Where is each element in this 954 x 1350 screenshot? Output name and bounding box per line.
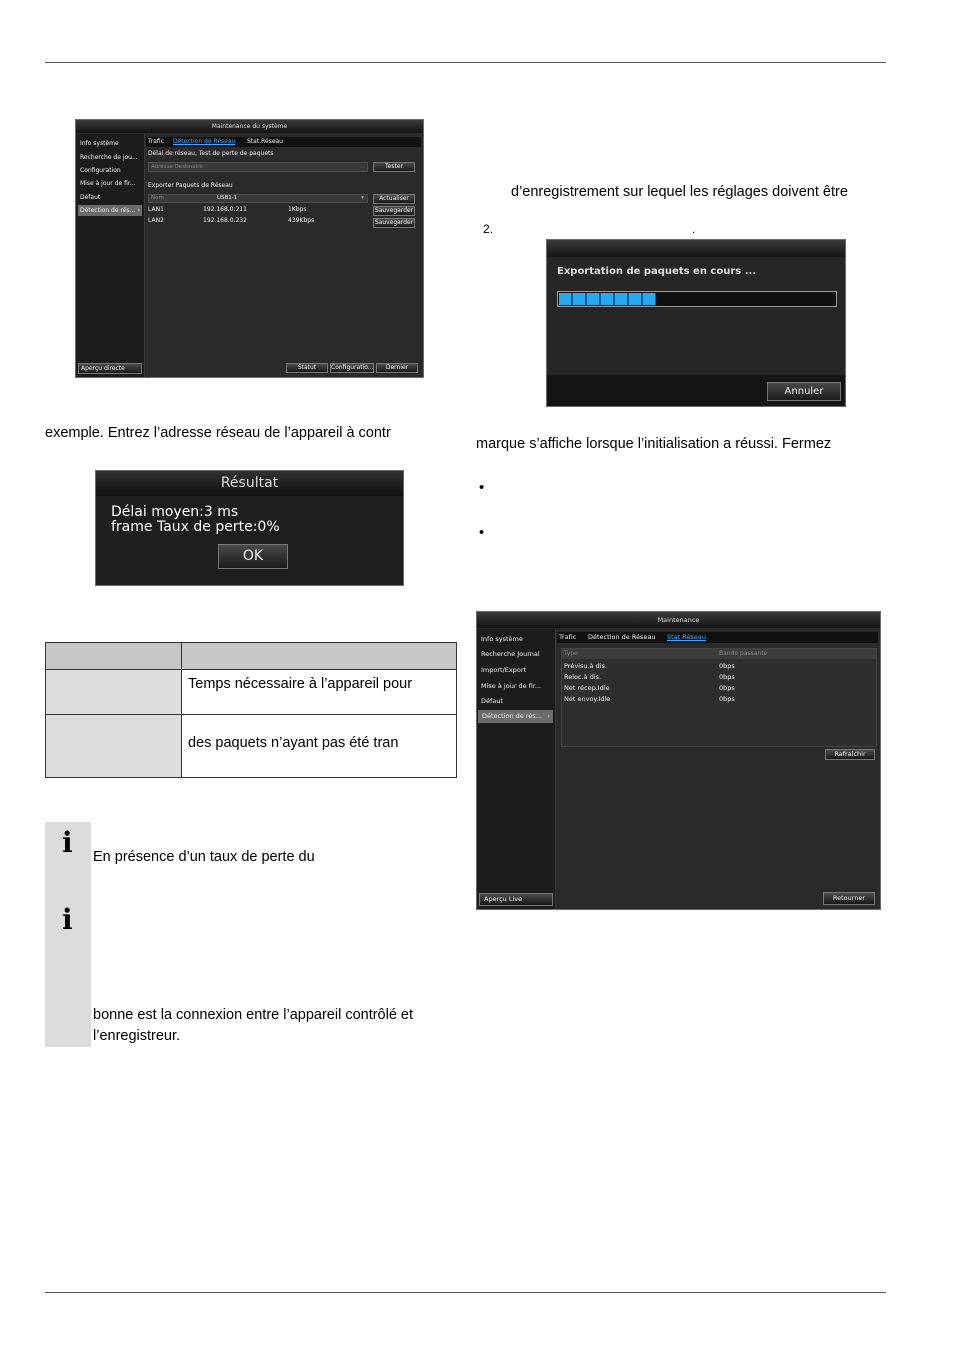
section-export-title: Exporter Paquets de Réseau: [148, 182, 233, 189]
status-button[interactable]: Statut: [286, 363, 328, 373]
stats-bw: 0bps: [719, 695, 735, 703]
refresh-button[interactable]: Rafraîchir: [825, 749, 875, 760]
tab-trafic[interactable]: Trafic: [559, 633, 577, 641]
ok-button[interactable]: OK: [218, 544, 288, 569]
test-button[interactable]: Tester: [373, 162, 415, 172]
side-menu: [477, 629, 556, 909]
export-message: Exportation de paquets en cours ...: [557, 266, 757, 277]
paragraph-left-1: exemple. Entrez l’adresse réseau de l’appareil à contr: [45, 425, 391, 441]
tab-stat[interactable]: Stat.Réseau: [667, 633, 706, 641]
stats-header-row: [562, 649, 876, 659]
chevron-right-icon: ›: [137, 207, 140, 214]
device-value: USB1-1: [217, 195, 238, 201]
table-row: [46, 670, 457, 715]
tab-detection[interactable]: Détection de Réseau: [588, 633, 656, 641]
save-button-lan1[interactable]: Sauvegarder: [374, 207, 414, 214]
menu-item-detection-label: Détection de rés...: [80, 207, 136, 214]
configuration-button[interactable]: Configuratio...: [331, 364, 374, 371]
save-button-lan2[interactable]: Sauvegarder: [374, 219, 414, 226]
tab-stat[interactable]: Stat.Réseau: [247, 138, 283, 145]
result-line-delay: Délai moyen:3 ms: [111, 504, 239, 520]
tab-trafic[interactable]: Trafic: [148, 138, 165, 145]
export-title-bar: [547, 240, 845, 257]
destination-address-input[interactable]: Adresse Destinaire: [148, 162, 368, 172]
info-icon: i: [62, 903, 73, 936]
menu-item-journal[interactable]: Recherche Journal: [481, 650, 540, 658]
result-dialog: [95, 470, 404, 586]
refresh-button[interactable]: Actualiser: [373, 194, 415, 204]
live-view-button[interactable]: Aperçu Live: [479, 893, 553, 906]
menu-item-info[interactable]: Info système: [481, 635, 523, 643]
row-lan1-rate: 1Kbps: [288, 206, 307, 213]
bullet-2: •: [479, 525, 485, 541]
side-menu: [76, 134, 145, 377]
window-title: Maintenance du système: [76, 120, 423, 133]
row-lan1-ip: 192.168.0.211: [203, 206, 247, 213]
cancel-button[interactable]: Annuler: [767, 382, 841, 401]
table-header-key: [46, 643, 182, 670]
footer-rule: [45, 1292, 886, 1293]
table-cell-key: [46, 715, 182, 778]
step-tail: .: [692, 222, 696, 236]
live-view-button[interactable]: Aperçu directe: [78, 363, 142, 374]
table-row: [46, 715, 457, 778]
info-icon: i: [62, 826, 73, 859]
menu-item-firmware[interactable]: Mise à jour de fir...: [481, 682, 542, 690]
stats-type: Net récep.Idle: [564, 684, 610, 692]
menu-item-detection-label: Détection de rés...: [482, 712, 542, 720]
chevron-right-icon: ›: [547, 712, 550, 720]
bullet-1: •: [479, 480, 485, 496]
result-title: Résultat: [96, 471, 403, 496]
table-cell-value: des paquets n’ayant pas été tran: [182, 715, 457, 778]
paragraph-right-2: marque s’affiche lorsque l’initialisation a réussi. Fermez: [476, 436, 832, 452]
tab-bar: [146, 137, 421, 147]
info-text-1: En présence d’un taux de perte du: [93, 849, 315, 865]
table-header-value: [182, 643, 457, 670]
info-text-2a: bonne est la connexion entre l’appareil contrôlé et: [93, 1007, 414, 1023]
definition-table: [45, 642, 457, 778]
row-lan2-ip: 192.168.0.232: [203, 217, 247, 224]
last-button[interactable]: Dernier: [376, 363, 418, 373]
export-progress-dialog: [546, 239, 846, 407]
back-button[interactable]: Retourner: [823, 892, 875, 905]
device-label: Nom: [151, 195, 164, 201]
menu-item-detection[interactable]: [478, 710, 553, 723]
step-number: 2.: [483, 222, 494, 236]
info-text-2b: l’enregistreur.: [93, 1028, 181, 1044]
export-progress-fill: [559, 293, 656, 305]
table-row: [564, 662, 607, 670]
export-progress-bar: [557, 291, 837, 307]
screenshot-maintenance-systeme: [75, 119, 424, 378]
menu-item-defaut[interactable]: Défaut: [80, 194, 101, 201]
stats-header-bandwidth: Bande passante: [719, 650, 768, 657]
result-line-loss: frame Taux de perte:0%: [111, 519, 280, 535]
tab-detection[interactable]: Détection de Réseau: [173, 138, 236, 145]
table-row: [564, 695, 610, 703]
menu-item-defaut[interactable]: Défaut: [481, 697, 503, 705]
stats-type: Net envoy.Idle: [564, 695, 611, 703]
menu-item-detection[interactable]: [78, 205, 142, 216]
row-lan2-name: LAN2: [148, 217, 164, 224]
stats-table: [561, 648, 877, 747]
table-row: [564, 684, 610, 692]
stats-bw: 0bps: [719, 684, 735, 692]
table-cell-key: [46, 670, 182, 715]
row-lan1-name: LAN1: [148, 206, 164, 213]
table-header-row: [46, 643, 457, 670]
menu-item-firmware[interactable]: Mise à jour de fir...: [80, 180, 136, 187]
header-rule: [45, 62, 886, 63]
stats-type: Reloc.à dis.: [564, 673, 602, 681]
stats-bw: 0bps: [719, 673, 735, 681]
menu-item-import-export[interactable]: Import/Export: [481, 666, 527, 674]
menu-item-configuration[interactable]: Configuration: [80, 167, 121, 174]
menu-item-recherche[interactable]: Recherche de jou...: [80, 154, 138, 161]
stats-bw: 0bps: [719, 662, 735, 670]
stats-type: Prévisu.à dis.: [564, 662, 607, 670]
table-row: [564, 673, 601, 681]
row-lan2-rate: 439Kbps: [288, 217, 315, 224]
stats-header-type: Type: [564, 650, 578, 657]
table-cell-value: Temps nécessaire à l’appareil pour: [182, 670, 457, 715]
tab-bar: [557, 632, 878, 643]
device-select[interactable]: [148, 194, 368, 203]
paragraph-right-1: d’enregistrement sur lequel les réglages doivent être: [511, 184, 848, 200]
section-delay-title: Délai de réseau, Test de perte de paquets: [148, 150, 274, 157]
chevron-down-icon: ▾: [361, 195, 364, 201]
screenshot-maintenance-stat: [476, 611, 881, 910]
menu-item-info[interactable]: Info système: [80, 140, 119, 147]
window-title: Maintenance: [477, 612, 880, 628]
